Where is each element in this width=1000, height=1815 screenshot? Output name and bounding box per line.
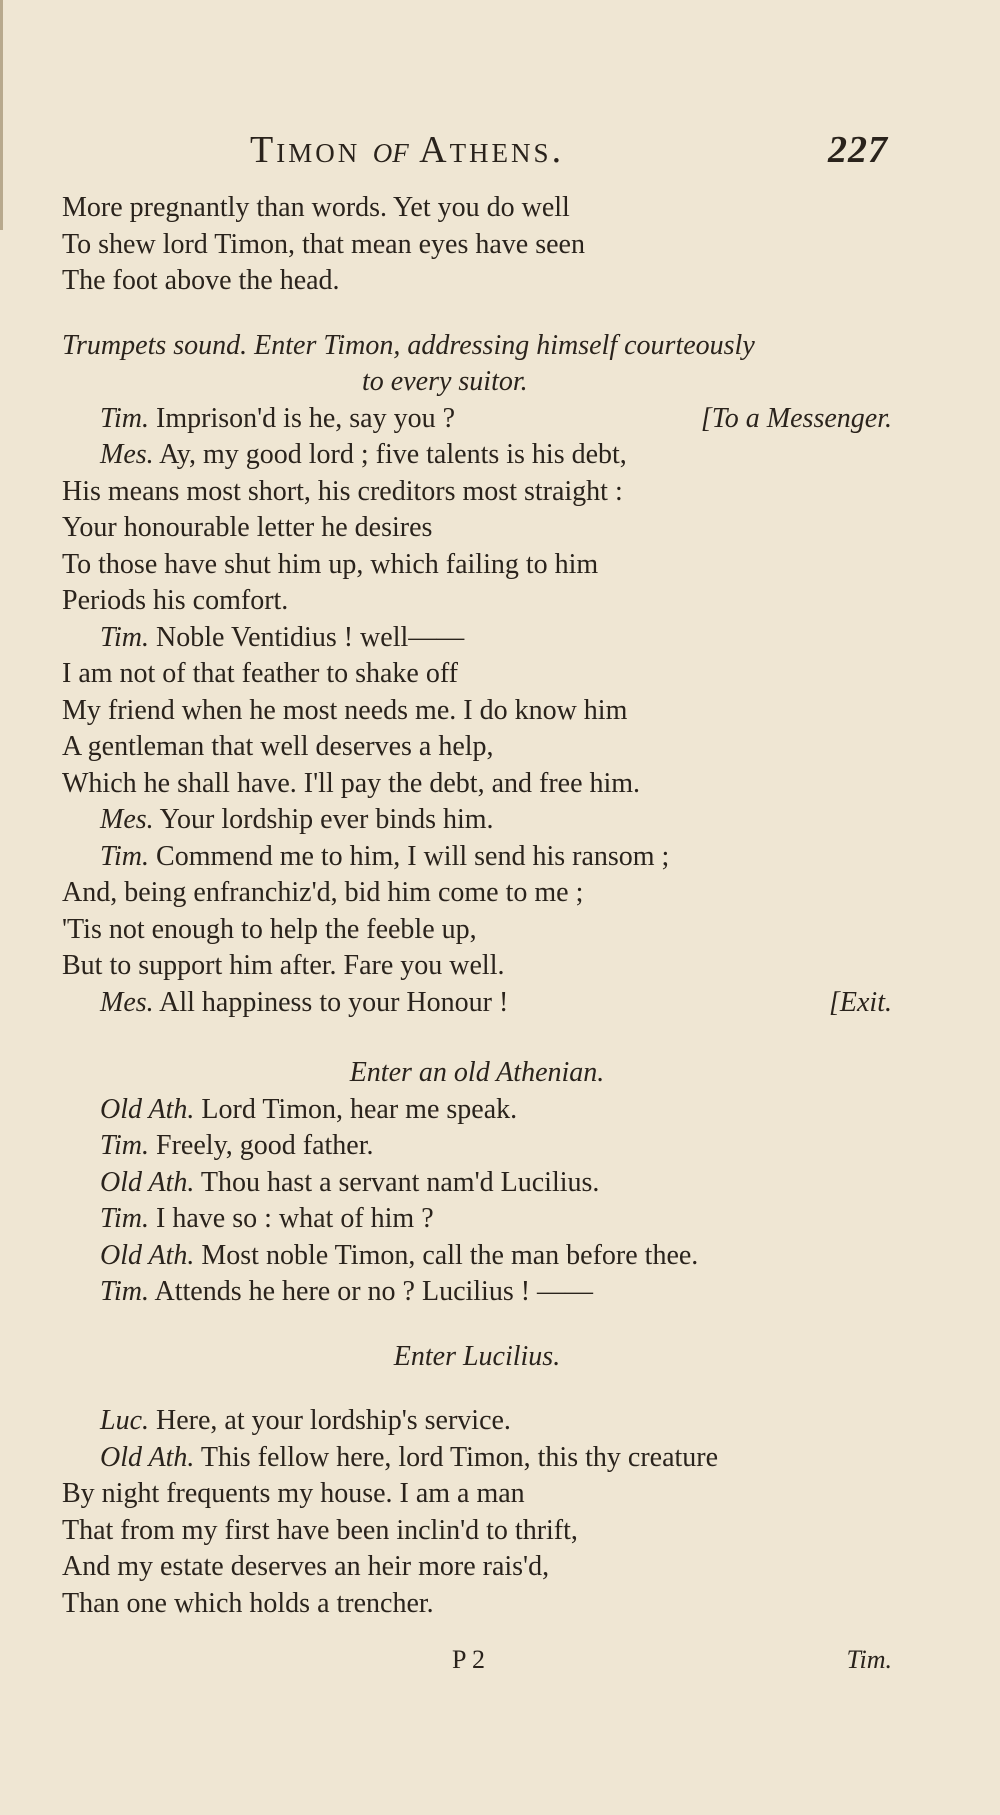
signature-mark: P 2 — [452, 1645, 485, 1674]
speech-line — [62, 839, 892, 876]
verse-text: By night frequents my house. I am a man — [62, 1478, 525, 1509]
speaker-name: Luc. — [100, 1405, 149, 1436]
verse-text: More pregnantly than words. Yet you do well — [62, 192, 570, 223]
text-line — [62, 1586, 892, 1623]
speech-line — [62, 1440, 892, 1477]
speaker-name: Mes. — [100, 804, 154, 835]
blank-space — [62, 1375, 892, 1403]
page-footer — [62, 1645, 892, 1685]
speech-text: All happiness to your Honour ! — [159, 986, 509, 1018]
text-line — [62, 474, 892, 511]
text-line — [62, 547, 892, 584]
speaker-name: Mes. — [100, 439, 154, 470]
text-line — [62, 729, 892, 766]
speech-text: Your lordship ever binds him. — [159, 804, 494, 835]
verse-text: And, being enfranchiz'd, bid him come to me ; — [62, 877, 584, 908]
verse-text: That from my first have been inclin'd to thrift, — [62, 1514, 578, 1546]
speaker-name: Tim. — [100, 1276, 150, 1307]
text-line — [62, 912, 892, 949]
speech-text: Noble Ventidius ! well—— — [156, 621, 465, 653]
speech-line — [62, 1092, 892, 1129]
speech-text: Ay, my good lord ; five talents is his debt, — [159, 439, 627, 470]
speech-text: Freely, good father. — [156, 1130, 374, 1161]
speech-text: Lord Timon, hear me speak. — [201, 1093, 518, 1125]
speech-line — [62, 802, 892, 839]
text-line — [62, 693, 892, 730]
speech-line — [62, 1238, 892, 1275]
entrance-direction — [62, 1055, 892, 1092]
speech-line — [62, 1274, 892, 1311]
speaker-name: Tim. — [100, 1203, 150, 1234]
verse-text: I am not of that feather to shake off — [62, 658, 459, 689]
verse-text: To those have shut him up, which failing to him — [62, 548, 599, 580]
stage-direction — [62, 328, 892, 365]
speech-line — [62, 1403, 892, 1440]
verse-text: Your honourable letter he desires — [62, 512, 433, 543]
running-header — [250, 128, 900, 178]
verse-text: But to support him after. Fare you well. — [62, 950, 505, 981]
speaker-name: Tim. — [100, 1130, 150, 1161]
text-line — [62, 1549, 892, 1586]
speech-line — [62, 437, 892, 474]
text-line — [62, 1476, 892, 1513]
text-line — [62, 190, 892, 227]
speaker-name: Tim. — [100, 621, 150, 653]
text-line — [62, 263, 892, 300]
speech-text: Most noble Timon, call the man before thee. — [201, 1239, 699, 1271]
speaker-name: Tim. — [100, 840, 150, 872]
speech-text: This fellow here, lord Timon, this thy creature — [200, 1441, 719, 1473]
text-line — [62, 227, 892, 264]
text-line — [62, 583, 892, 620]
speaker-name: Old Ath. — [100, 1166, 195, 1198]
entrance-direction — [62, 1339, 892, 1376]
catchword: Tim. — [846, 1645, 892, 1674]
verse-text: A gentleman that well deserves a help, — [62, 731, 494, 762]
speech-text: Here, at your lordship's service. — [156, 1405, 511, 1436]
entrance-text: Enter an old Athenian. — [349, 1057, 605, 1088]
page-edge-shadow — [0, 0, 3, 230]
text-line — [62, 656, 892, 693]
verse-text: His means most short, his creditors most straight : — [62, 475, 623, 507]
stage-direction-text: Trumpets sound. Enter Timon, addressing himself courteously — [62, 329, 755, 361]
speech-line — [62, 620, 892, 657]
blank-space — [62, 1311, 892, 1339]
verse-text: My friend when he most needs me. I do know him — [62, 694, 628, 726]
speaker-name: Old Ath. — [100, 1441, 195, 1473]
text-line — [62, 1513, 892, 1550]
speech-line — [62, 1201, 892, 1238]
verse-text: Which he shall have. I'll pay the debt, and free him. — [62, 767, 641, 799]
text-line — [62, 510, 892, 547]
speaker-name: Tim. — [100, 402, 150, 434]
speech-line — [62, 401, 892, 438]
verse-text: Than one which holds a trencher. — [62, 1587, 434, 1619]
speech-text: Thou hast a servant nam'd Lucilius. — [200, 1166, 600, 1198]
speech-line — [62, 1128, 892, 1165]
verse-text: To shew lord Timon, that mean eyes have seen — [62, 228, 585, 260]
speech-text: Attends he here or no ? Lucilius ! —— — [154, 1276, 594, 1307]
verse-text: And my estate deserves an heir more rais'd, — [62, 1551, 550, 1582]
speech-line — [62, 1165, 892, 1202]
text-line — [62, 875, 892, 912]
blank-space — [62, 300, 892, 328]
speaker-name: Old Ath. — [100, 1239, 195, 1271]
verse-text: The foot above the head. — [62, 265, 340, 296]
speaker-name: Mes. — [100, 986, 154, 1018]
verse-text: 'Tis not enough to help the feeble up, — [62, 913, 477, 945]
speech-text: I have so : what of him ? — [156, 1203, 434, 1234]
text-line — [62, 948, 892, 985]
stage-direction: [Exit. — [829, 986, 892, 1018]
speech-line — [62, 985, 892, 1022]
stage-direction — [62, 364, 892, 401]
running-title: Timon of Athens. — [250, 129, 565, 171]
page-number: 227 — [828, 129, 888, 171]
speaker-name: Old Ath. — [100, 1093, 195, 1125]
verse-text: Periods his comfort. — [62, 585, 289, 616]
entrance-text: Enter Lucilius. — [393, 1340, 561, 1372]
text-line — [62, 766, 892, 803]
speech-text: Imprison'd is he, say you ? — [156, 402, 456, 434]
speech-text: Commend me to him, I will send his ransom ; — [156, 840, 670, 872]
stage-direction-text: to every suitor. — [362, 366, 528, 397]
blank-space — [62, 1021, 892, 1055]
stage-direction: [To a Messenger. — [700, 402, 892, 434]
play-text — [62, 190, 892, 1622]
